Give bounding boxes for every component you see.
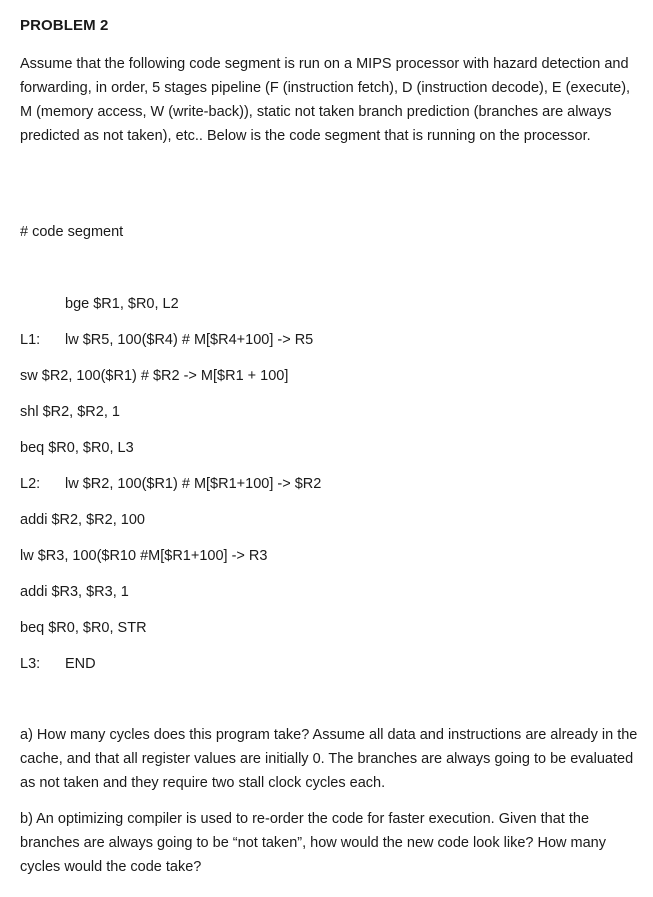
code-comment: # code segment xyxy=(20,224,124,240)
code-text: bge $R1, $R0, L2 xyxy=(65,296,179,312)
code-line xyxy=(20,474,321,494)
code-text: addi $R3, $R3, 1 xyxy=(20,584,129,600)
code-text: lw $R2, 100($R1) # M[$R1+100] -> $R2 xyxy=(65,476,322,492)
code-line xyxy=(20,330,313,350)
code-text: shl $R2, $R2, 1 xyxy=(20,404,120,420)
code-line xyxy=(20,366,288,386)
code-text: addi $R2, $R2, 100 xyxy=(20,512,145,528)
code-text: END xyxy=(65,656,96,672)
code-line xyxy=(20,546,267,566)
code-label: L2: xyxy=(20,476,41,492)
code-line xyxy=(20,618,147,638)
question-a: a) How many cycles does this program take? Assume all data and instructions are already in the cache, and that all register values are initially 0. The branches are always going to be evaluated as not taken and they require two stall clock cycles each. xyxy=(20,727,638,791)
code-text: beq $R0, $R0, STR xyxy=(20,620,147,636)
question-b: b) An optimizing compiler is used to re-order the code for faster execution. Given that the branches are always going to be “not taken”, how would the new code look like? How many cycles would the code take? xyxy=(20,811,606,875)
code-line xyxy=(20,582,129,602)
code-text: lw $R5, 100($R4) # M[$R4+100] -> R5 xyxy=(65,332,314,348)
code-line xyxy=(20,654,96,674)
code-text: beq $R0, $R0, L3 xyxy=(20,440,134,456)
code-text: sw $R2, 100($R1) # $R2 -> M[$R1 + 100] xyxy=(20,368,289,384)
code-line xyxy=(20,402,120,422)
code-line xyxy=(20,510,145,530)
code-label: L3: xyxy=(20,656,41,672)
code-label: L1: xyxy=(20,332,41,348)
code-line xyxy=(20,438,134,458)
problem-title: PROBLEM 2 xyxy=(20,17,109,34)
code-text: lw $R3, 100($R10 #M[$R1+100] -> R3 xyxy=(20,548,268,564)
intro-paragraph: Assume that the following code segment is run on a MIPS processor with hazard detection and forwarding, in order, 5 stages pipeline (F (instruction fetch), D (instruction decode), E (execute), M (memory access, W (write-back)), static not taken branch prediction (branches are always predicted as not taken), etc.. Below is the code segment that is running on the processor. xyxy=(20,56,631,144)
code-line xyxy=(20,294,179,314)
